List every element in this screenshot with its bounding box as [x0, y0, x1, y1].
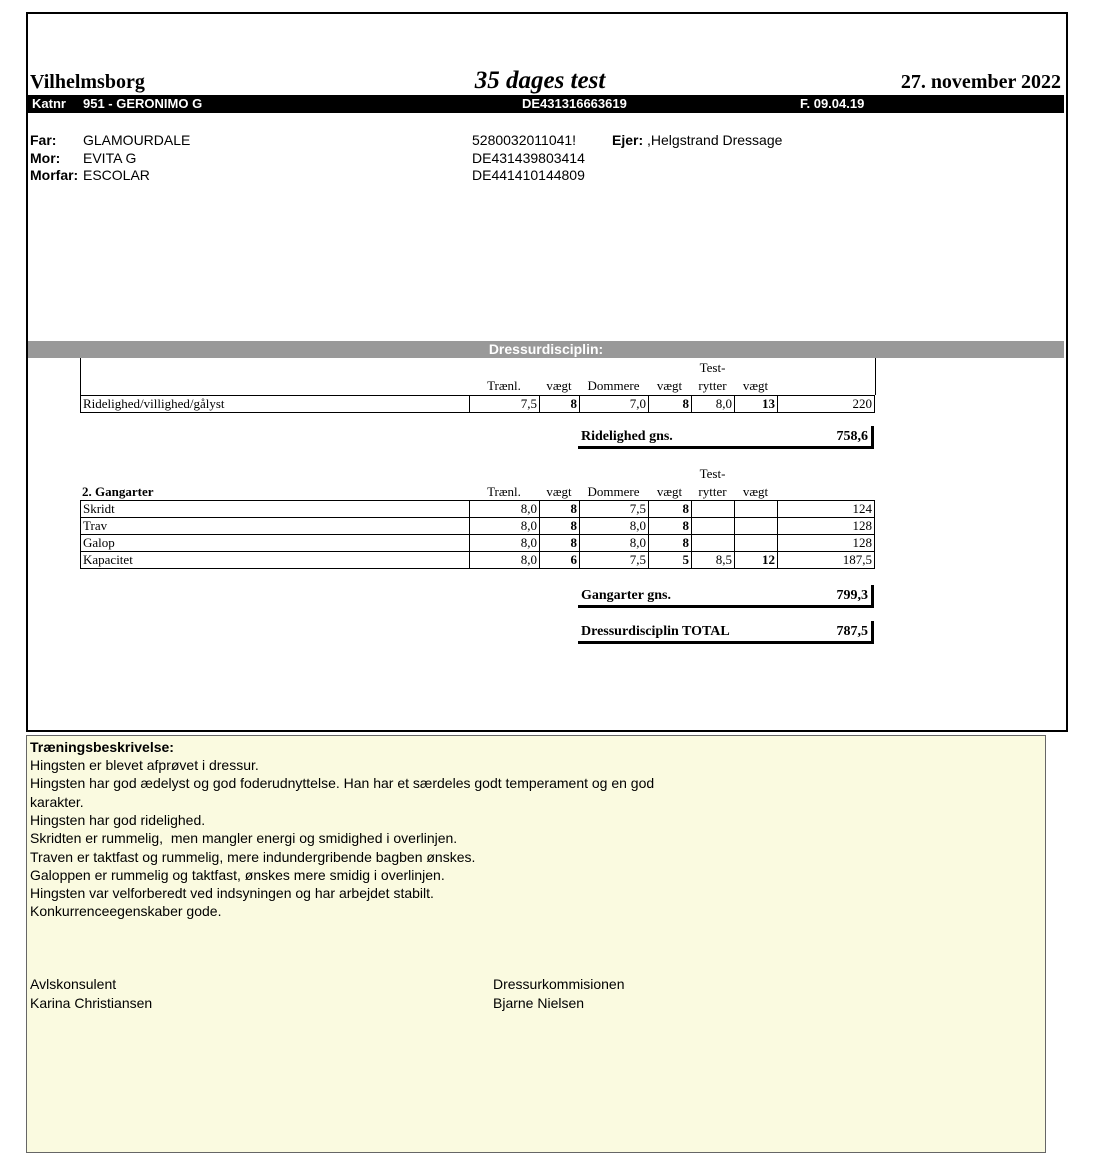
- score-cell: 13: [735, 396, 778, 413]
- column-header: rytter: [698, 484, 727, 499]
- katnr-label: Katnr: [32, 96, 66, 111]
- score-cell: 8,0: [580, 518, 649, 535]
- horse-ueln: DE431316663619: [522, 96, 627, 111]
- score-cell: 7,5: [580, 552, 649, 569]
- pedigree-label: Morfar:: [30, 167, 79, 183]
- score-cell: 5: [649, 552, 692, 569]
- score-cell: [735, 518, 778, 535]
- score-cell: 124: [778, 501, 875, 518]
- score-cell: 8: [540, 535, 580, 552]
- pedigree-label: Far:: [30, 132, 57, 148]
- total-summary: [578, 621, 874, 644]
- score-cell: 7,5: [470, 396, 540, 413]
- summary-label: Dressurdisciplin TOTAL: [581, 624, 730, 639]
- column-header: rytter: [698, 378, 727, 393]
- pedigree-id: DE441410144809: [472, 167, 585, 183]
- signature-name: Karina Christiansen: [30, 995, 153, 1011]
- score-cell: 8: [540, 518, 580, 535]
- row-label: Ridelighed/villighed/gålyst: [81, 396, 470, 413]
- summary-value: 787,5: [836, 624, 868, 639]
- score-cell: 7,5: [580, 501, 649, 518]
- note-line: Hingsten har god ridelighed.: [30, 811, 206, 828]
- score-cell: 8: [540, 396, 580, 413]
- section-title: Dressurdisciplin:: [28, 341, 1064, 358]
- signature-role: Dressurkommisionen: [493, 976, 625, 992]
- table-row: [81, 501, 875, 518]
- owner-value: ,Helgstrand Dressage: [647, 132, 783, 148]
- table-row: [81, 518, 875, 535]
- score-cell: [692, 535, 735, 552]
- score-cell: 8: [540, 501, 580, 518]
- column-header: Trænl.: [487, 484, 521, 499]
- score-cell: 12: [735, 552, 778, 569]
- gangarter-table: [80, 500, 875, 569]
- score-cell: 8: [649, 501, 692, 518]
- score-cell: 8,5: [692, 552, 735, 569]
- ridelighed-summary: [578, 426, 874, 449]
- horse-name: 951 - GERONIMO G: [83, 96, 203, 111]
- horse-born: F. 09.04.19: [800, 96, 865, 111]
- score-cell: 128: [778, 535, 875, 552]
- owner: [612, 132, 782, 148]
- pedigree-label: Mor:: [30, 150, 61, 166]
- gangarter-summary: [578, 585, 874, 608]
- gangarter-heading: 2. Gangarter: [82, 484, 154, 499]
- score-cell: 220: [778, 396, 875, 413]
- summary-value: 799,3: [836, 588, 868, 603]
- summary-label: Gangarter gns.: [581, 588, 671, 603]
- score-cell: 7,0: [580, 396, 649, 413]
- column-header: Dommere: [587, 378, 640, 393]
- score-cell: 6: [540, 552, 580, 569]
- score-cell: 8: [649, 535, 692, 552]
- note-line: Hingsten var velforberedt ved indsyningen og har arbejdet stabilt.: [30, 885, 434, 902]
- column-header: Dommere: [587, 484, 640, 499]
- score-cell: 8: [649, 396, 692, 413]
- column-header: vægt: [546, 378, 572, 393]
- summary-value: 758,6: [836, 429, 868, 444]
- row-label: Galop: [81, 535, 470, 552]
- score-cell: 8,0: [692, 396, 735, 413]
- note-line: Hingsten har god ædelyst og god foderudnyttelse. Han har et særdeles godt temperament og en god: [30, 775, 655, 792]
- score-cell: 128: [778, 518, 875, 535]
- column-header: vægt: [656, 484, 683, 499]
- row-label: Trav: [81, 518, 470, 535]
- pedigree-name: ESCOLAR: [83, 167, 150, 183]
- column-header: vægt: [742, 378, 769, 393]
- station-name: Vilhelmsborg: [30, 71, 145, 93]
- column-header: vægt: [742, 484, 769, 499]
- score-cell: [735, 535, 778, 552]
- column-header: Test-: [699, 360, 726, 375]
- column-header: Trænl.: [487, 378, 521, 393]
- summary-label: Ridelighed gns.: [581, 429, 673, 444]
- column-header: vægt: [546, 484, 572, 499]
- signature-role: Avlskonsulent: [30, 976, 117, 992]
- note-line: Traven er taktfast og rummelig, mere indundergribende bagben ønskes.: [30, 848, 476, 865]
- score-cell: 8,0: [470, 501, 540, 518]
- score-cell: 8,0: [470, 552, 540, 569]
- score-cell: 8,0: [470, 535, 540, 552]
- score-cell: [735, 501, 778, 518]
- score-cell: 187,5: [778, 552, 875, 569]
- report-title: 35 dages test: [474, 67, 606, 94]
- note-line: Skridten er rummelig, men mangler energi og smidighed i overlinjen.: [30, 830, 458, 847]
- row-label: Skridt: [81, 501, 470, 518]
- note-line: Galoppen er rummelig og taktfast, ønskes mere smidig i overlinjen.: [30, 866, 445, 883]
- column-header: Test-: [699, 466, 726, 481]
- notes-heading: Træningsbeskrivelse:: [30, 739, 174, 755]
- row-label: Kapacitet: [81, 552, 470, 569]
- note-line: Konkurrenceegenskaber gode.: [30, 903, 222, 920]
- signature-name: Bjarne Nielsen: [493, 995, 585, 1011]
- score-cell: 8: [649, 518, 692, 535]
- column-header: vægt: [656, 378, 683, 393]
- score-cell: [692, 501, 735, 518]
- table-row: [81, 396, 875, 413]
- horse-bar: [28, 95, 1064, 113]
- pedigree-name: EVITA G: [83, 150, 137, 166]
- score-cell: 8,0: [580, 535, 649, 552]
- pedigree-id: 5280032011041!: [472, 132, 577, 148]
- pedigree-name: GLAMOURDALE: [83, 132, 191, 148]
- training-notes: [26, 735, 1046, 1153]
- note-line: karakter.: [30, 793, 84, 810]
- report-date: 27. november 2022: [900, 71, 1061, 93]
- ridelighed-table: [80, 395, 875, 413]
- table-row: [81, 535, 875, 552]
- owner-label: Ejer:: [612, 132, 644, 148]
- score-cell: [692, 518, 735, 535]
- note-line: Hingsten er blevet afprøvet i dressur.: [30, 757, 259, 773]
- score-cell: 8,0: [470, 518, 540, 535]
- pedigree-id: DE431439803414: [472, 150, 585, 166]
- table-row: [81, 552, 875, 569]
